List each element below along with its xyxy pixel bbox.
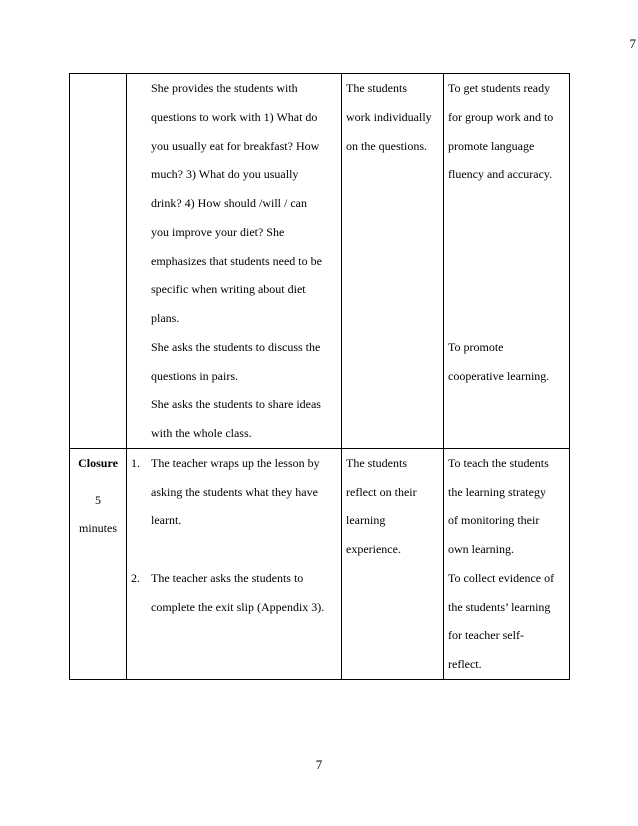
stage-title: Closure [78,455,118,470]
item-number: 2. [131,570,140,585]
students-cell [342,448,444,679]
purpose-line: cooperative learning. [448,368,550,383]
students-line: learning [346,513,386,528]
procedure-cell [127,448,342,679]
procedure-line: with the whole class. [151,426,252,440]
purpose-line: the learning strategy [448,484,546,499]
procedure-line: much? 3) What do you usually [151,167,299,182]
purpose-line: To teach the students [448,455,549,470]
procedure-line: you usually eat for breakfast? How [151,138,320,153]
procedure-line: She asks the students to share ideas [151,397,321,412]
purpose-cell [444,74,570,449]
procedure-line: emphasizes that students need to be [151,253,322,268]
procedure-line: She asks the students to discuss the [151,339,321,354]
stage-duration: 5 [95,492,101,507]
procedure-line: learnt. [151,513,182,528]
purpose-line: of monitoring their [448,513,540,528]
procedure-line: She provides the students with [151,81,298,95]
purpose-line: To collect evidence of [448,570,555,585]
procedure-line: specific when writing about diet [151,282,306,297]
procedure-item [131,449,337,535]
procedure-line: you improve your diet? She [151,224,285,239]
purpose-line: for group work and to [448,109,554,124]
stage-cell [70,448,127,679]
stage-cell [70,74,127,449]
students-cell [342,74,444,449]
procedure-line: The teacher asks the students to [151,570,304,585]
purpose-cell [444,448,570,679]
table-row [70,74,570,449]
procedure-cell [127,74,342,449]
students-line: experience. [346,542,401,556]
purpose-line: To get students ready [448,81,551,95]
stage-duration-unit: minutes [79,521,117,536]
procedure-line: plans. [151,311,180,325]
procedure-item [131,564,337,622]
purpose-line: for teacher self- [448,628,524,643]
purpose-line: fluency and accuracy. [448,167,553,182]
procedure-line: complete the exit slip (Appendix 3). [151,599,325,614]
purpose-line: To promote [448,339,504,354]
students-line: The students [346,455,407,470]
procedure-line: asking the students what they have [151,484,318,499]
purpose-line: promote language [448,138,535,153]
purpose-line: own learning. [448,542,514,556]
students-line: on the questions. [346,138,427,153]
page-number-bottom: 7 [315,757,323,772]
procedure-line: drink? 4) How should /will / can [151,196,307,210]
item-number: 1. [131,455,140,470]
procedure-line: questions to work with 1) What do [151,109,318,124]
procedure-line: The teacher wraps up the lesson by [151,455,320,470]
procedure-line: questions in pairs. [151,368,238,383]
students-line: work individually [346,109,432,124]
students-line: The students [346,81,407,95]
purpose-line: the students’ learning [448,599,551,614]
lesson-plan-table [69,73,570,680]
purpose-line: reflect. [448,657,482,671]
page-number-top: 7 [629,36,636,51]
students-line: reflect on their [346,484,417,499]
table-row [70,448,570,679]
